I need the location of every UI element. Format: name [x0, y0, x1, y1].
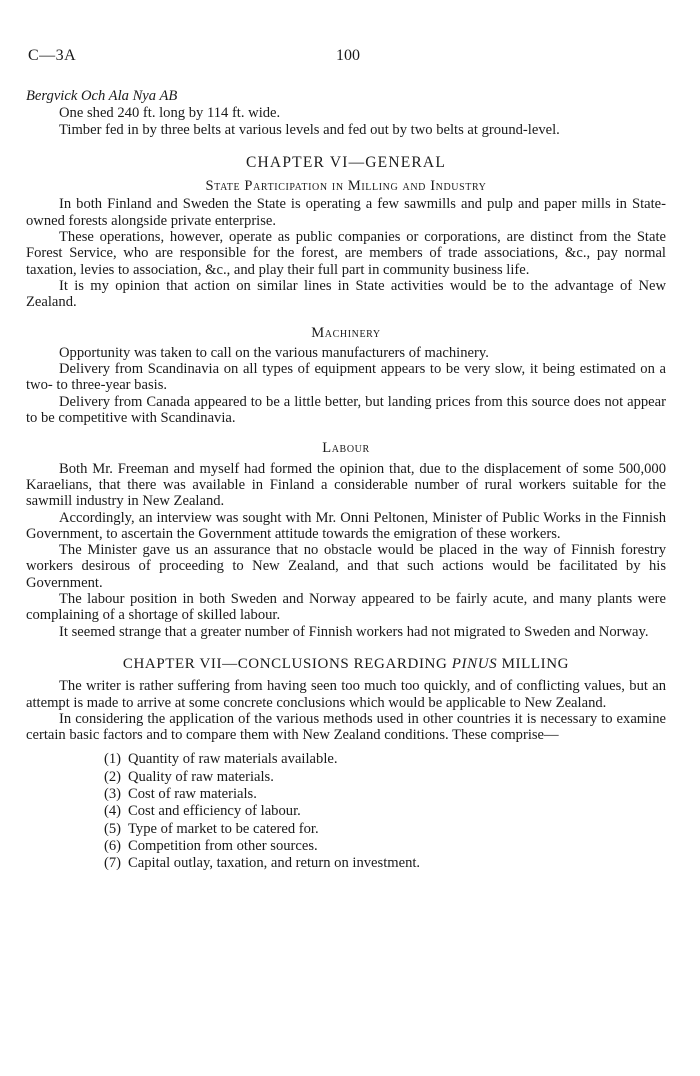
paragraph: These operations, however, operate as public companies or corporations, are distinct from the State Forest Service, who are responsible for the forest, are members of trade associations, &c., pay normal taxation, levies to association, &c., and play their full part in community business life.	[26, 229, 666, 278]
page-body	[26, 88, 666, 872]
paragraph: The Minister gave us an assurance that no obstacle would be placed in the way of Finnish forestry workers desirous of proceeding to New Zealand, and that such actions would be facilitated by his Government.	[26, 542, 666, 591]
paragraph: In considering the application of the various methods used in other countries it is necessary to examine certain basic factors and to compare them with New Zealand conditions. These comprise—	[26, 710, 666, 744]
list-item	[104, 803, 666, 819]
list-number: (3)	[104, 785, 122, 802]
list-text: Cost and efficiency of labour.	[128, 803, 301, 820]
list-item	[104, 821, 666, 837]
list-text: Quality of raw materials.	[128, 768, 274, 785]
page-number: 100	[336, 47, 360, 64]
list-text: Cost of raw materials.	[128, 785, 257, 802]
paragraph: One shed 240 ft. long by 114 ft. wide.	[59, 105, 281, 122]
list-item	[104, 786, 666, 802]
chapter-title-before: CHAPTER VII—CONCLUSIONS REGARDING	[122, 655, 452, 672]
paragraph: It seemed strange that a greater number of Finnish workers had not migrated to Sweden and Norway.	[59, 623, 649, 640]
paragraph: The labour position in both Sweden and Norway appeared to be fairly acute, and many plants were complaining of a shortage of skilled labour.	[26, 591, 666, 624]
list-text: Type of market to be catered for.	[128, 820, 319, 837]
section-heading: Labour	[322, 440, 370, 457]
list-text: Competition from other sources.	[128, 837, 318, 854]
paragraph: The writer is rather suffering from having seen too much too quickly, and of conflicting values, but an attempt is made to arrive at some concrete conclusions which would be applicable to New Zealand.	[26, 678, 666, 711]
list-item	[104, 855, 666, 871]
list-item	[104, 838, 666, 854]
list-number: (4)	[104, 803, 122, 820]
chapter-title: CHAPTER VI—GENERAL	[246, 153, 446, 171]
list-text: Quantity of raw materials available.	[128, 751, 338, 768]
list-number: (7)	[104, 855, 122, 872]
paragraph: Timber fed in by three belts at various levels and fed out by two belts at ground-level.	[59, 121, 560, 138]
report-reference: C—3A	[28, 47, 77, 64]
company-name: Bergvick Och Ala Nya AB	[26, 88, 178, 104]
paragraph: It is my opinion that action on similar lines in State activities would be to the advantage of New Zealand.	[26, 277, 666, 311]
list-number: (2)	[104, 768, 122, 785]
chapter-title	[26, 656, 666, 672]
paragraph: In both Finland and Sweden the State is operating a few sawmills and pulp and paper mills in State-owned forests alongside private enterprise.	[26, 196, 666, 229]
paragraph: Accordingly, an interview was sought with Mr. Onni Peltonen, Minister of Public Works in the Finnish Government, to ascertain the Government attitude towards the emigration of these workers.	[26, 509, 666, 542]
list-number: (5)	[104, 820, 122, 837]
section-heading: Machinery	[311, 324, 381, 341]
list-number: (1)	[104, 751, 122, 768]
factors-list	[26, 751, 666, 871]
paragraph: Both Mr. Freeman and myself had formed the opinion that, due to the displacement of some 500,000 Karaelians, that there was available in Finland a considerable number of rural workers suitable for the sawmill industry in New Zealand.	[26, 460, 666, 510]
chapter-title-emphasis: PINUS	[451, 655, 498, 672]
section-heading: State Participation in Milling and Industry	[205, 178, 487, 195]
paragraph: Opportunity was taken to call on the various manufacturers of machinery.	[59, 344, 489, 361]
paragraph: Delivery from Scandinavia on all types of equipment appears to be very slow, it being estimated on a two- to three-year basis.	[26, 361, 666, 394]
list-number: (6)	[104, 837, 122, 854]
page-header	[28, 48, 668, 68]
list-text: Capital outlay, taxation, and return on investment.	[128, 855, 421, 872]
chapter-title-after: MILLING	[497, 655, 570, 672]
list-item	[104, 751, 666, 767]
list-item	[104, 769, 666, 785]
paragraph: Delivery from Canada appeared to be a little better, but landing prices from this source does not appear to be competitive with Scandinavia.	[26, 393, 666, 427]
